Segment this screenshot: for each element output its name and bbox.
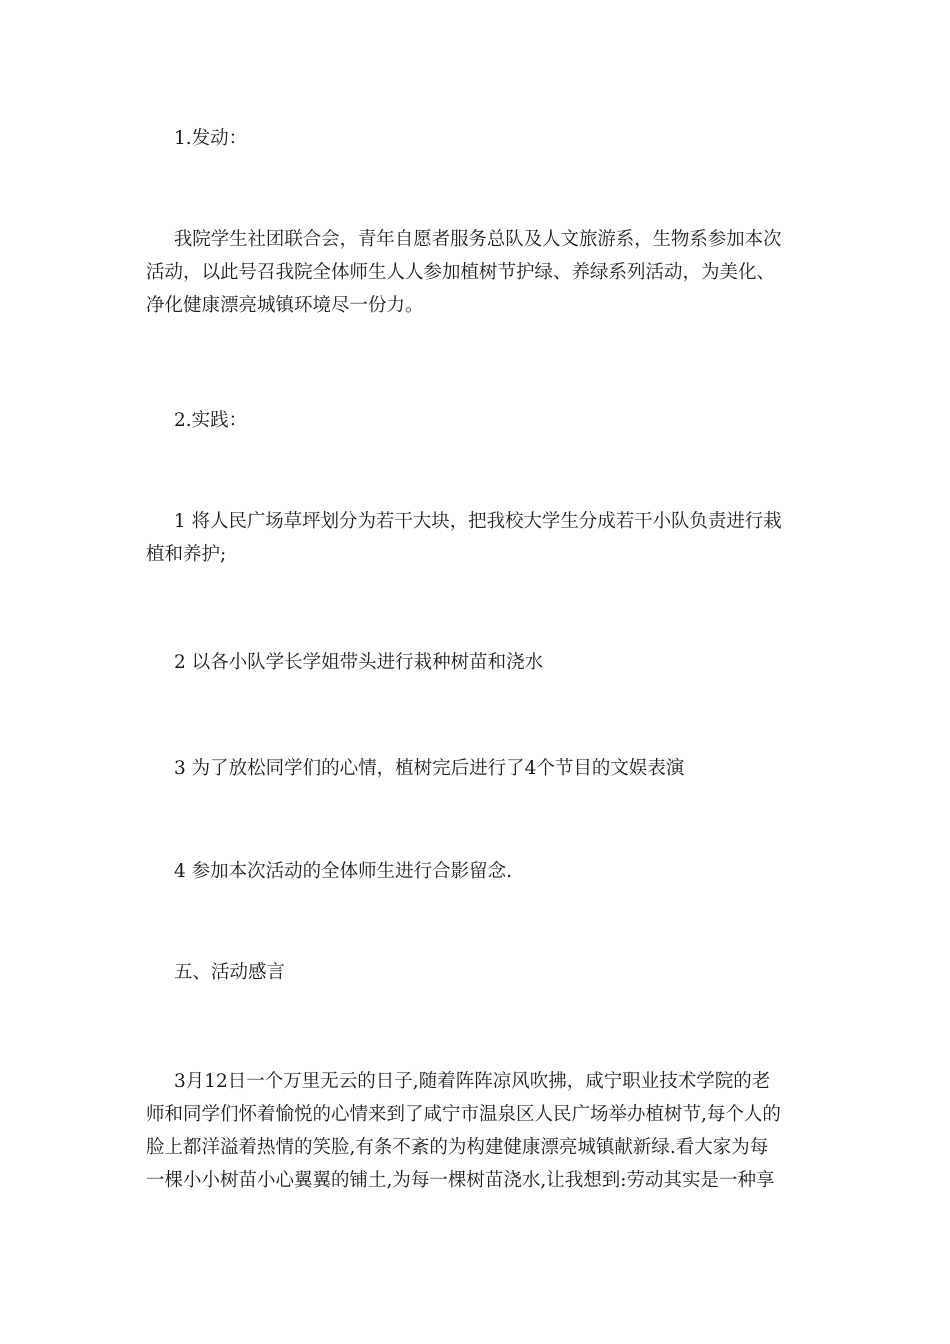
text-line: 1 将人民广场草坪划分为若干大块，把我校大学生分成若干小队负责进行栽 [173, 511, 782, 532]
heading-activity-reflection [146, 956, 810, 989]
heading-mobilize [146, 122, 810, 155]
paragraph-practice-item-3 [146, 752, 810, 785]
paragraph-mobilize-body [146, 223, 810, 322]
text-line: 师和同学们怀着愉悦的心情来到了咸宁市温泉区人民广场举办植树节,每个人的 [146, 1104, 781, 1125]
paragraph-practice-item-1 [146, 505, 810, 571]
text-line: 脸上都洋溢着热情的笑脸,有条不紊的为构建健康漂亮城镇献新绿.看大家为每 [146, 1137, 769, 1158]
text-line: 4 参加本次活动的全体师生进行合影留念. [174, 861, 513, 882]
text-line: 我院学生社团联合会，青年自愿者服务总队及人文旅游系，生物系参加本次 [173, 229, 782, 250]
paragraph-practice-item-4 [146, 855, 810, 888]
text-line: 2.实践： [174, 410, 248, 431]
heading-practice [146, 404, 810, 437]
text-line: 3月12日一个万里无云的日子,随着阵阵凉风吹拂，咸宁职业技术学院的老 [174, 1071, 771, 1092]
text-line: 2 以各小队学长学姐带头进行栽种树苗和浇水 [174, 652, 544, 673]
text-line: 活动，以此号召我院全体师生人人参加植树节护绿、养绿系列活动，为美化、 [146, 262, 776, 283]
text-line: 一棵小小树苗小心翼翼的铺土,为每一棵树苗浇水,让我想到:劳动其实是一种享 [146, 1170, 775, 1191]
text-line: 植和养护; [146, 544, 227, 565]
text-line: 净化健康漂亮城镇环境尽一份力。 [146, 295, 424, 316]
text-line: 五、活动感言 [174, 962, 286, 983]
paragraph-reflection-body [146, 1065, 810, 1197]
text-line: 1.发动： [174, 128, 248, 149]
text-line: 3 为了放松同学们的心情，植树完后进行了4个节目的文娱表演 [174, 758, 685, 779]
paragraph-practice-item-2 [146, 646, 810, 679]
